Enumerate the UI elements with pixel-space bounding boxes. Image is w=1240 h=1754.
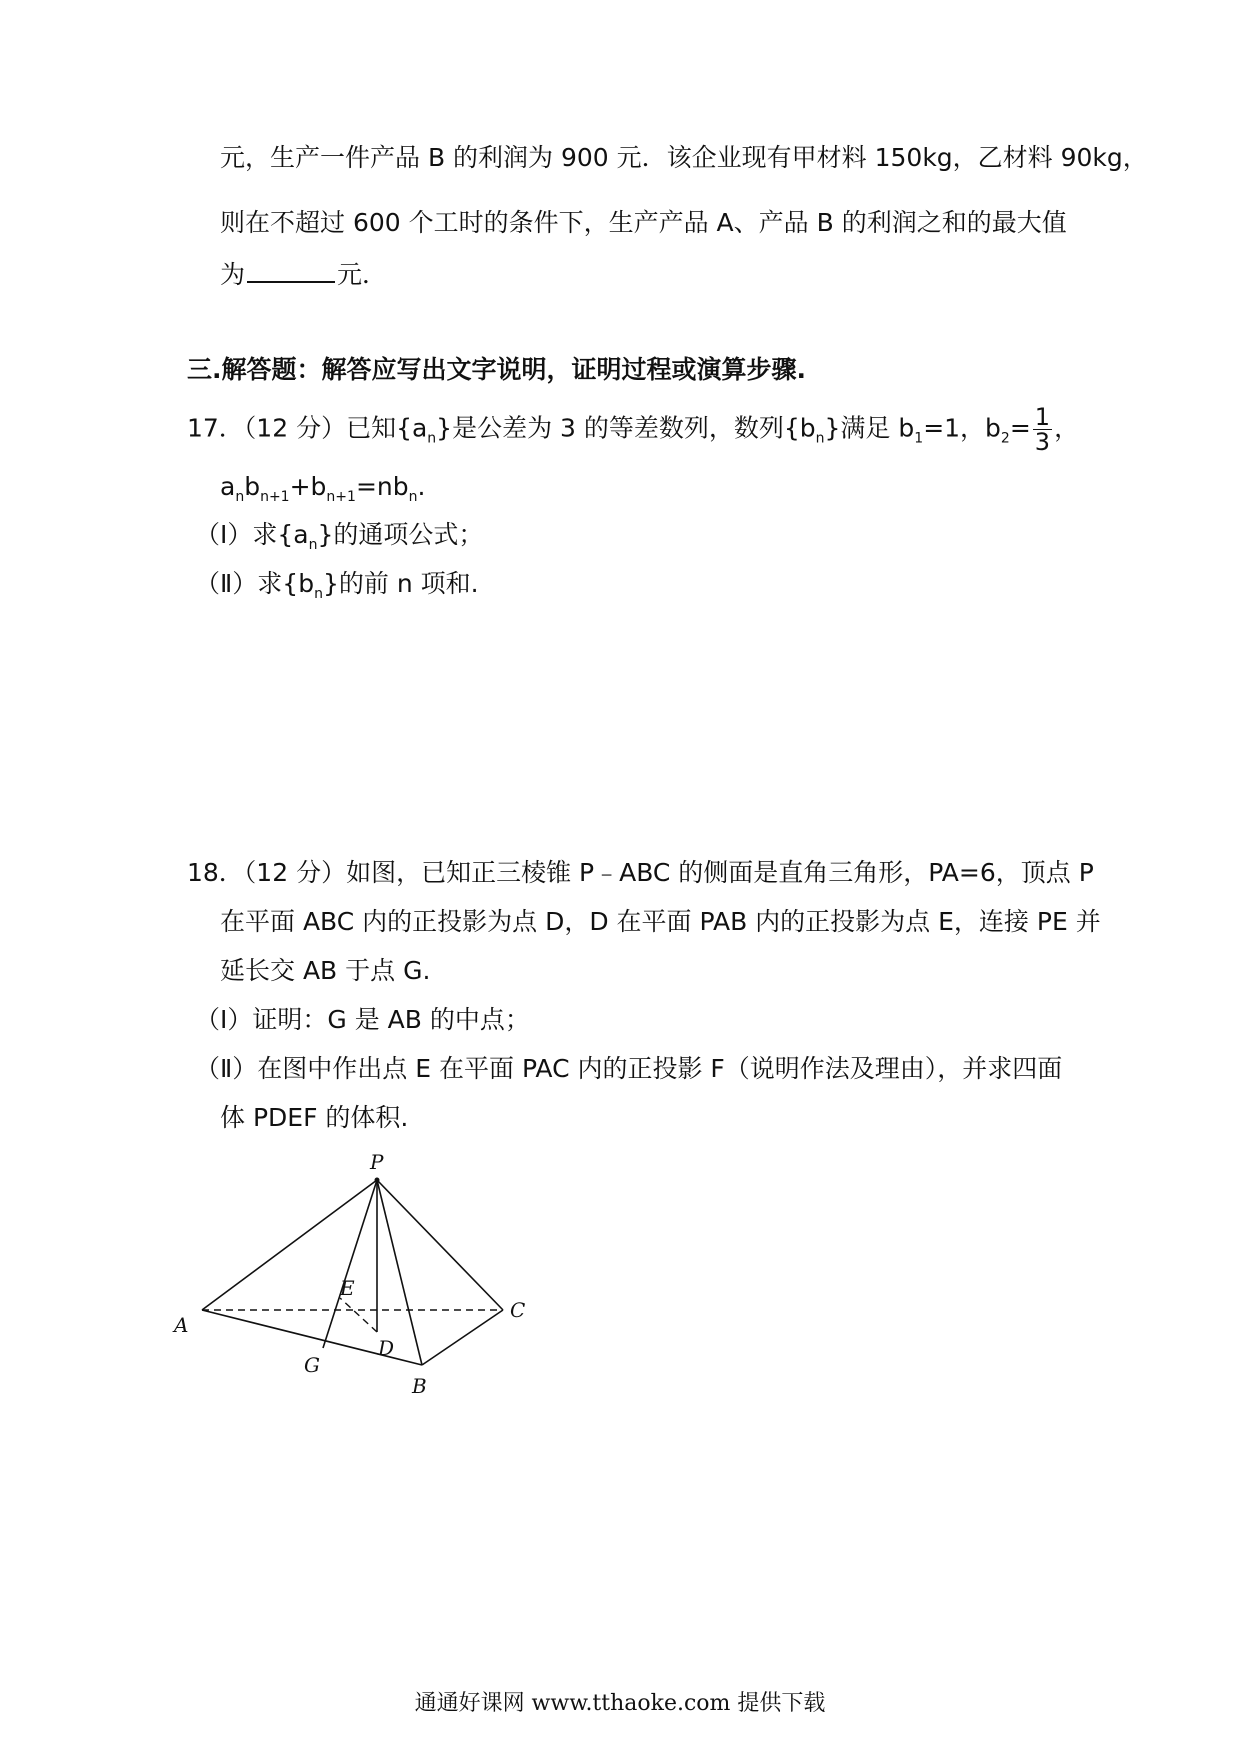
section-title: 三.解答题：解答应写出文字说明，证明过程或演算步骤.: [187, 355, 806, 384]
label-g: G: [304, 1353, 320, 1377]
q16-line3: [220, 257, 387, 290]
q16-line1: 元，生产一件产品 B 的利润为 900 元．该企业现有甲材料 150kg，乙材料 90kg，: [220, 143, 1148, 172]
answer-blank[interactable]: [247, 257, 335, 283]
label-c: C: [510, 1298, 526, 1322]
edge-pc: [377, 1180, 503, 1310]
pyramid-figure: [174, 1145, 540, 1405]
point-p: [375, 1178, 380, 1183]
label-b: B: [412, 1374, 427, 1398]
page-footer: 通通好课网 www.tthaoke.com 提供下载: [414, 1691, 826, 1716]
q17-part2: （Ⅱ）求$\{b_n\}$的前 n 项和.: [195, 569, 479, 602]
fraction-one-third: $\frac{1}{3}$: [1034, 403, 1051, 456]
q16-line3-suffix: 元．: [337, 260, 388, 289]
segment-de-hidden: [340, 1298, 377, 1332]
label-e: E: [340, 1276, 355, 1300]
q17-part1: （Ⅰ）求$\{a_n\}$的通项公式；: [195, 520, 484, 553]
q18-part2-line2: 体 PDEF 的体积.: [220, 1103, 409, 1132]
q18-part2-line1: （Ⅱ）在图中作出点 E 在平面 PAC 内的正投影 F（说明作法及理由），并求四面: [195, 1054, 1063, 1083]
q17-stem-line1: 17．（12 分）已知$\{a_n\}$是公差为 3 的等差数列，数列$\{b_n\}$满足 $b_1=1$，$b_2=$ $\frac{1}{3}$ ，: [187, 403, 1080, 456]
q18-part1: （Ⅰ）证明：G 是 AB 的中点；: [195, 1005, 530, 1034]
q16-line2: 则在不超过 600 个工时的条件下，生产产品 A、产品 B 的利润之和的最大值: [220, 208, 1067, 237]
q17-stem-line2: $a_nb_{n+1}+b_{n+1}=nb_n$.: [220, 472, 426, 505]
q18-stem-line3: 延长交 AB 于点 G.: [220, 956, 431, 985]
label-a: A: [174, 1313, 189, 1337]
label-p: P: [370, 1150, 384, 1174]
q16-line3-prefix: 为: [220, 260, 246, 289]
segment-pg: [323, 1180, 377, 1348]
q18-stem-line2: 在平面 ABC 内的正投影为点 D，D 在平面 PAB 内的正投影为点 E，连接 PE 并: [220, 907, 1101, 936]
q18-stem-line1: 18．（12 分）如图，已知正三棱锥 P﹣ABC 的侧面是直角三角形，PA=6，顶点 P: [187, 858, 1094, 887]
edge-bc: [422, 1310, 503, 1365]
label-d: D: [378, 1336, 395, 1360]
